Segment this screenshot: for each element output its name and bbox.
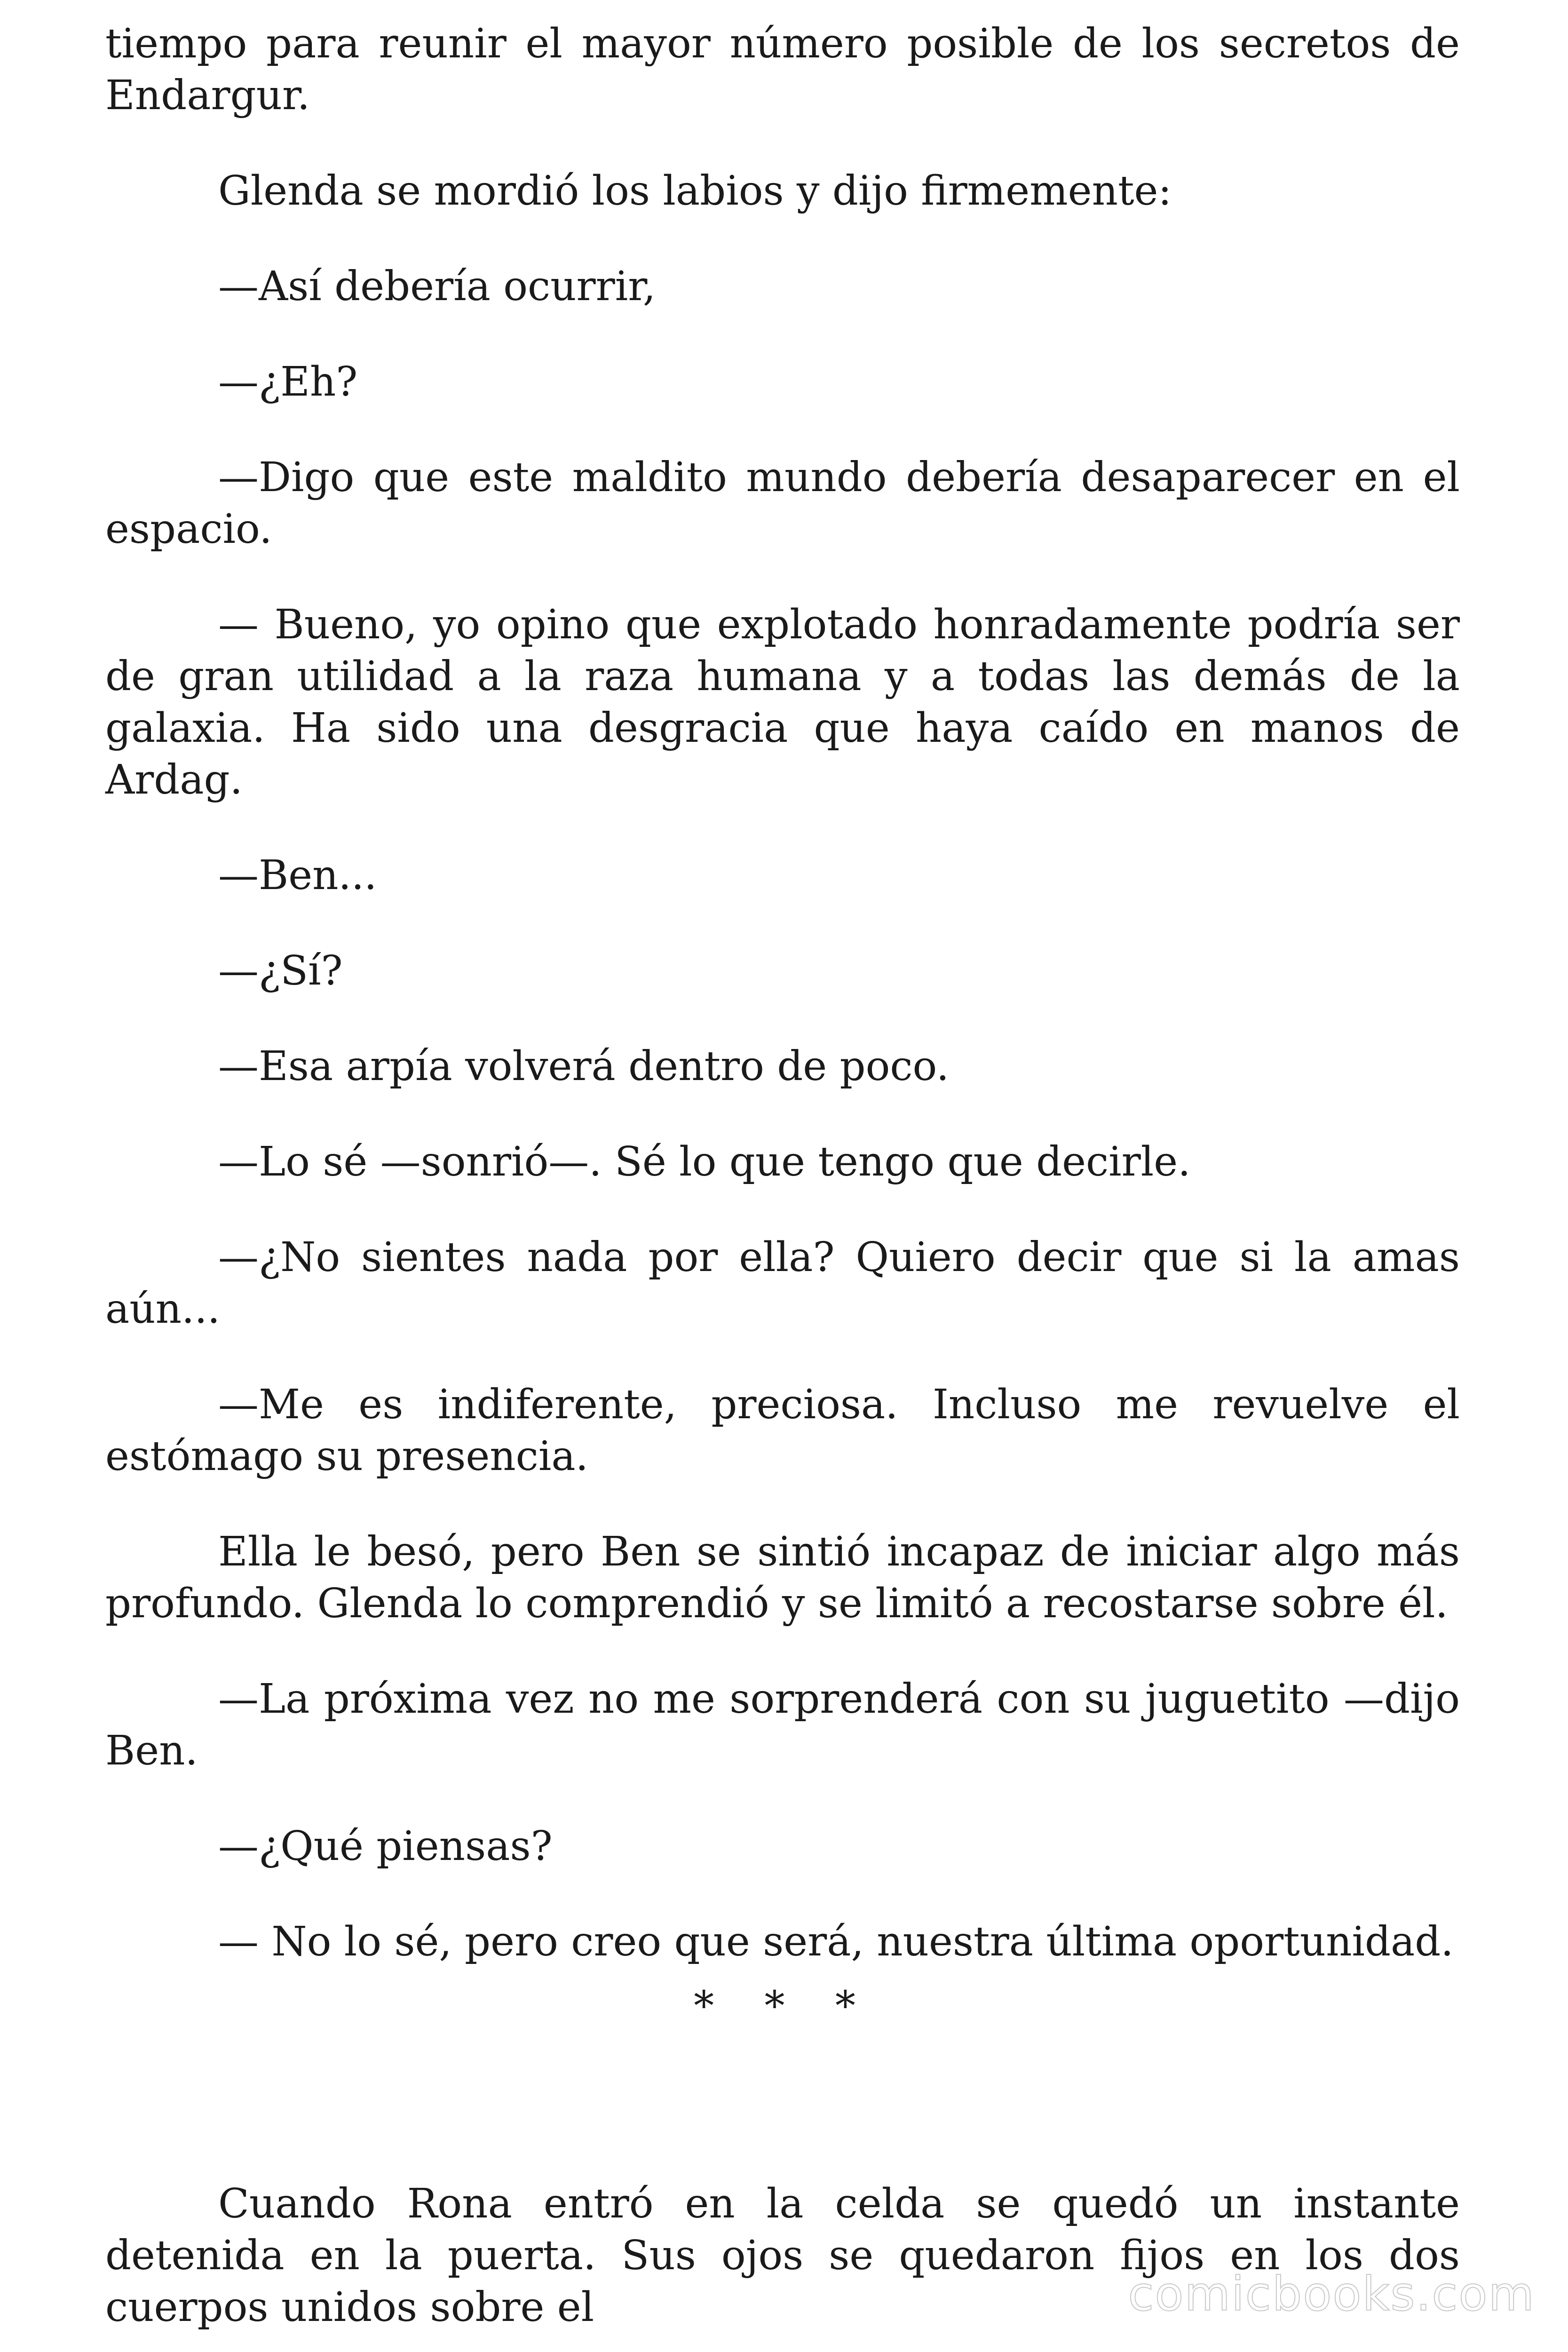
- paragraph: — No lo sé, pero creo que será, nuestra última oportunidad.: [218, 1918, 1454, 1965]
- paragraph: —¿Sí?: [218, 947, 343, 994]
- paragraph: —¿Qué piensas?: [218, 1823, 553, 1870]
- paragraph: —Me es indiferente, preciosa. Incluso me revuelve el estómago su presencia.: [105, 1381, 1460, 1480]
- text-block-upper: [105, 18, 1460, 1968]
- paragraph: —¿No sientes nada por ella? Quiero decir que si la amas aún...: [105, 1234, 1460, 1333]
- section-separator: * * *: [694, 1983, 874, 2030]
- paragraph: —Digo que este maldito mundo debería desaparecer en el espacio.: [105, 454, 1460, 553]
- paragraph: —Esa arpía volverá dentro de poco.: [218, 1043, 950, 1090]
- paragraph: —La próxima vez no me sorprenderá con su juguetito —dijo Ben.: [105, 1676, 1460, 1774]
- paragraph: —Así debería ocurrir,: [218, 263, 656, 310]
- paragraph: Glenda se mordió los labios y dijo firmemente:: [218, 167, 1172, 215]
- paragraph: — Bueno, yo opino que explotado honradamente podría ser de gran utilidad a la raza humana y a todas las demás de la galaxia. Ha sido una desgracia que haya caído en manos de Ardag.: [105, 601, 1460, 803]
- paragraph: —¿Eh?: [218, 358, 358, 405]
- paragraph: Ella le besó, pero Ben se sintió incapaz de iniciar algo más profundo. Glenda lo comprendió y se limitó a recostarse sobre él.: [105, 1528, 1460, 1627]
- paragraph: Cuando Rona entró en la celda se quedó un instante detenida en la puerta. Sus ojos se quedaron fijos en los dos cuerpos unidos sobre el: [105, 2180, 1460, 2331]
- watermark-logo: comicbooks.com: [1128, 2266, 1535, 2321]
- paragraph: —Ben...: [218, 852, 377, 899]
- paragraph: tiempo para reunir el mayor número posible de los secretos de Endargur.: [105, 20, 1460, 119]
- paragraph: —Lo sé —sonrió—. Sé lo que tengo que decirle.: [218, 1138, 1191, 1185]
